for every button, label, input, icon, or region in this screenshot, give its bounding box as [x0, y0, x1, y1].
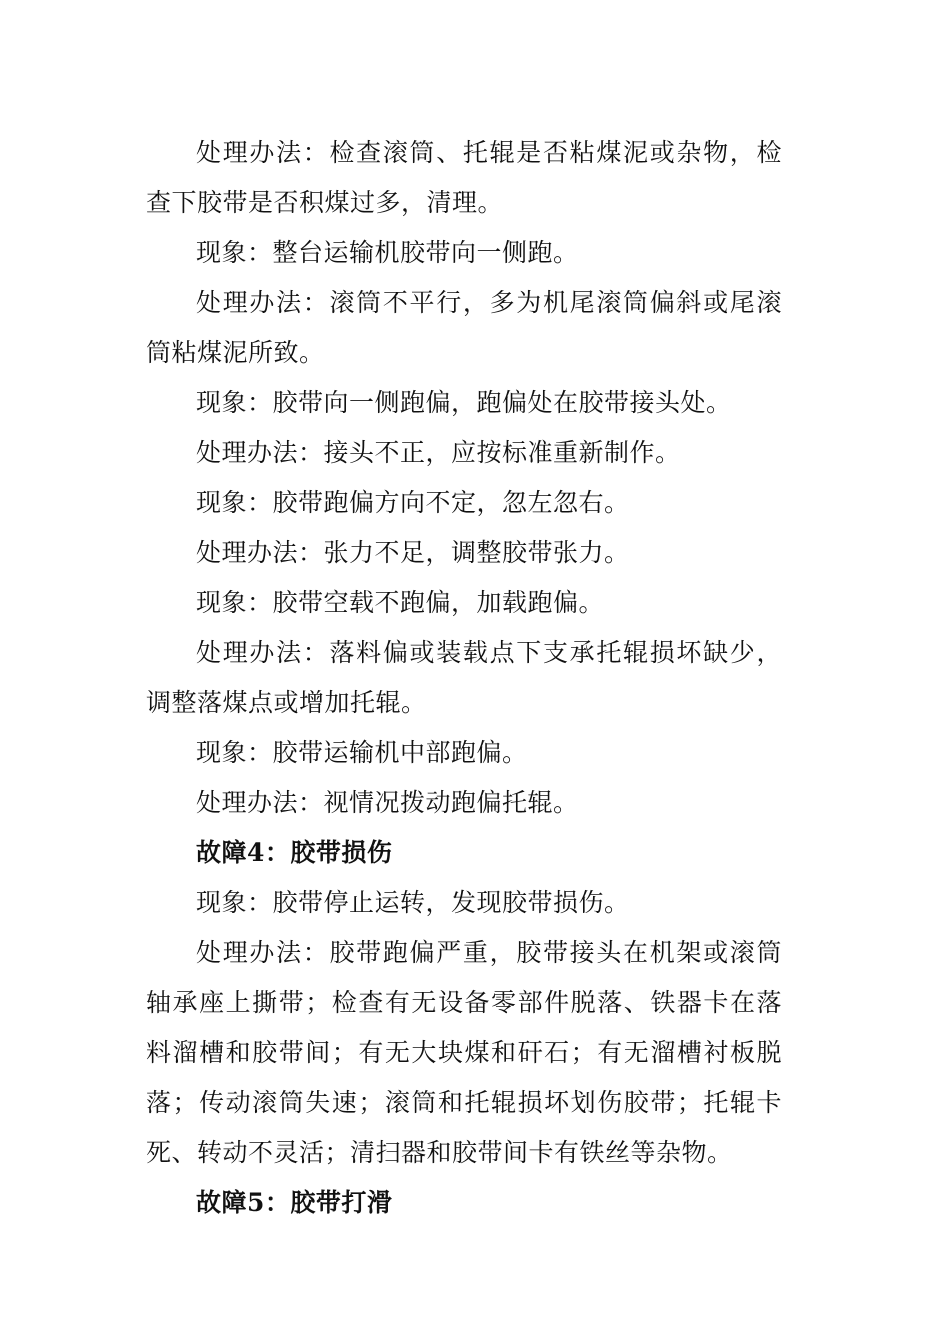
document-page: [146, 128, 782, 1228]
paragraph: 现象：胶带跑偏方向不定，忽左忽右。: [196, 488, 630, 517]
paragraph: 处理办法：视情况拨动跑偏托辊。: [196, 788, 579, 817]
paragraph: 处理办法：胶带跑偏严重，胶带接头在机架或滚筒轴承座上撕带；检查有无设备零部件脱落、铁器卡在落料溜槽和胶带间；有无大块煤和矸石；有无溜槽衬板脱落；传动滚筒失速；滚筒和托辊损坏划伤胶带；托辊卡死、转动不灵活；清扫器和胶带间卡有铁丝等杂物。: [146, 938, 782, 1167]
paragraph: 现象：胶带向一侧跑偏，跑偏处在胶带接头处。: [196, 388, 732, 417]
section-heading: 故障5：胶带打滑: [196, 1188, 393, 1217]
paragraph: 处理办法：张力不足，调整胶带张力。: [196, 538, 630, 567]
paragraph: 处理办法：落料偏或装载点下支承托辊损坏缺少，调整落煤点或增加托辊。: [146, 638, 782, 717]
paragraph: 现象：胶带停止运转，发现胶带损伤。: [196, 888, 630, 917]
paragraph: 现象：胶带空载不跑偏，加载跑偏。: [196, 588, 605, 617]
paragraph: 处理办法：滚筒不平行，多为机尾滚筒偏斜或尾滚筒粘煤泥所致。: [146, 288, 782, 367]
section-heading: 故障4：胶带损伤: [196, 838, 393, 867]
paragraph: 现象：胶带运输机中部跑偏。: [196, 738, 528, 767]
paragraph: 处理办法：接头不正，应按标准重新制作。: [196, 438, 681, 467]
paragraph: 现象：整台运输机胶带向一侧跑。: [196, 238, 579, 267]
paragraph: 处理办法：检查滚筒、托辊是否粘煤泥或杂物，检查下胶带是否积煤过多，清理。: [146, 138, 782, 217]
